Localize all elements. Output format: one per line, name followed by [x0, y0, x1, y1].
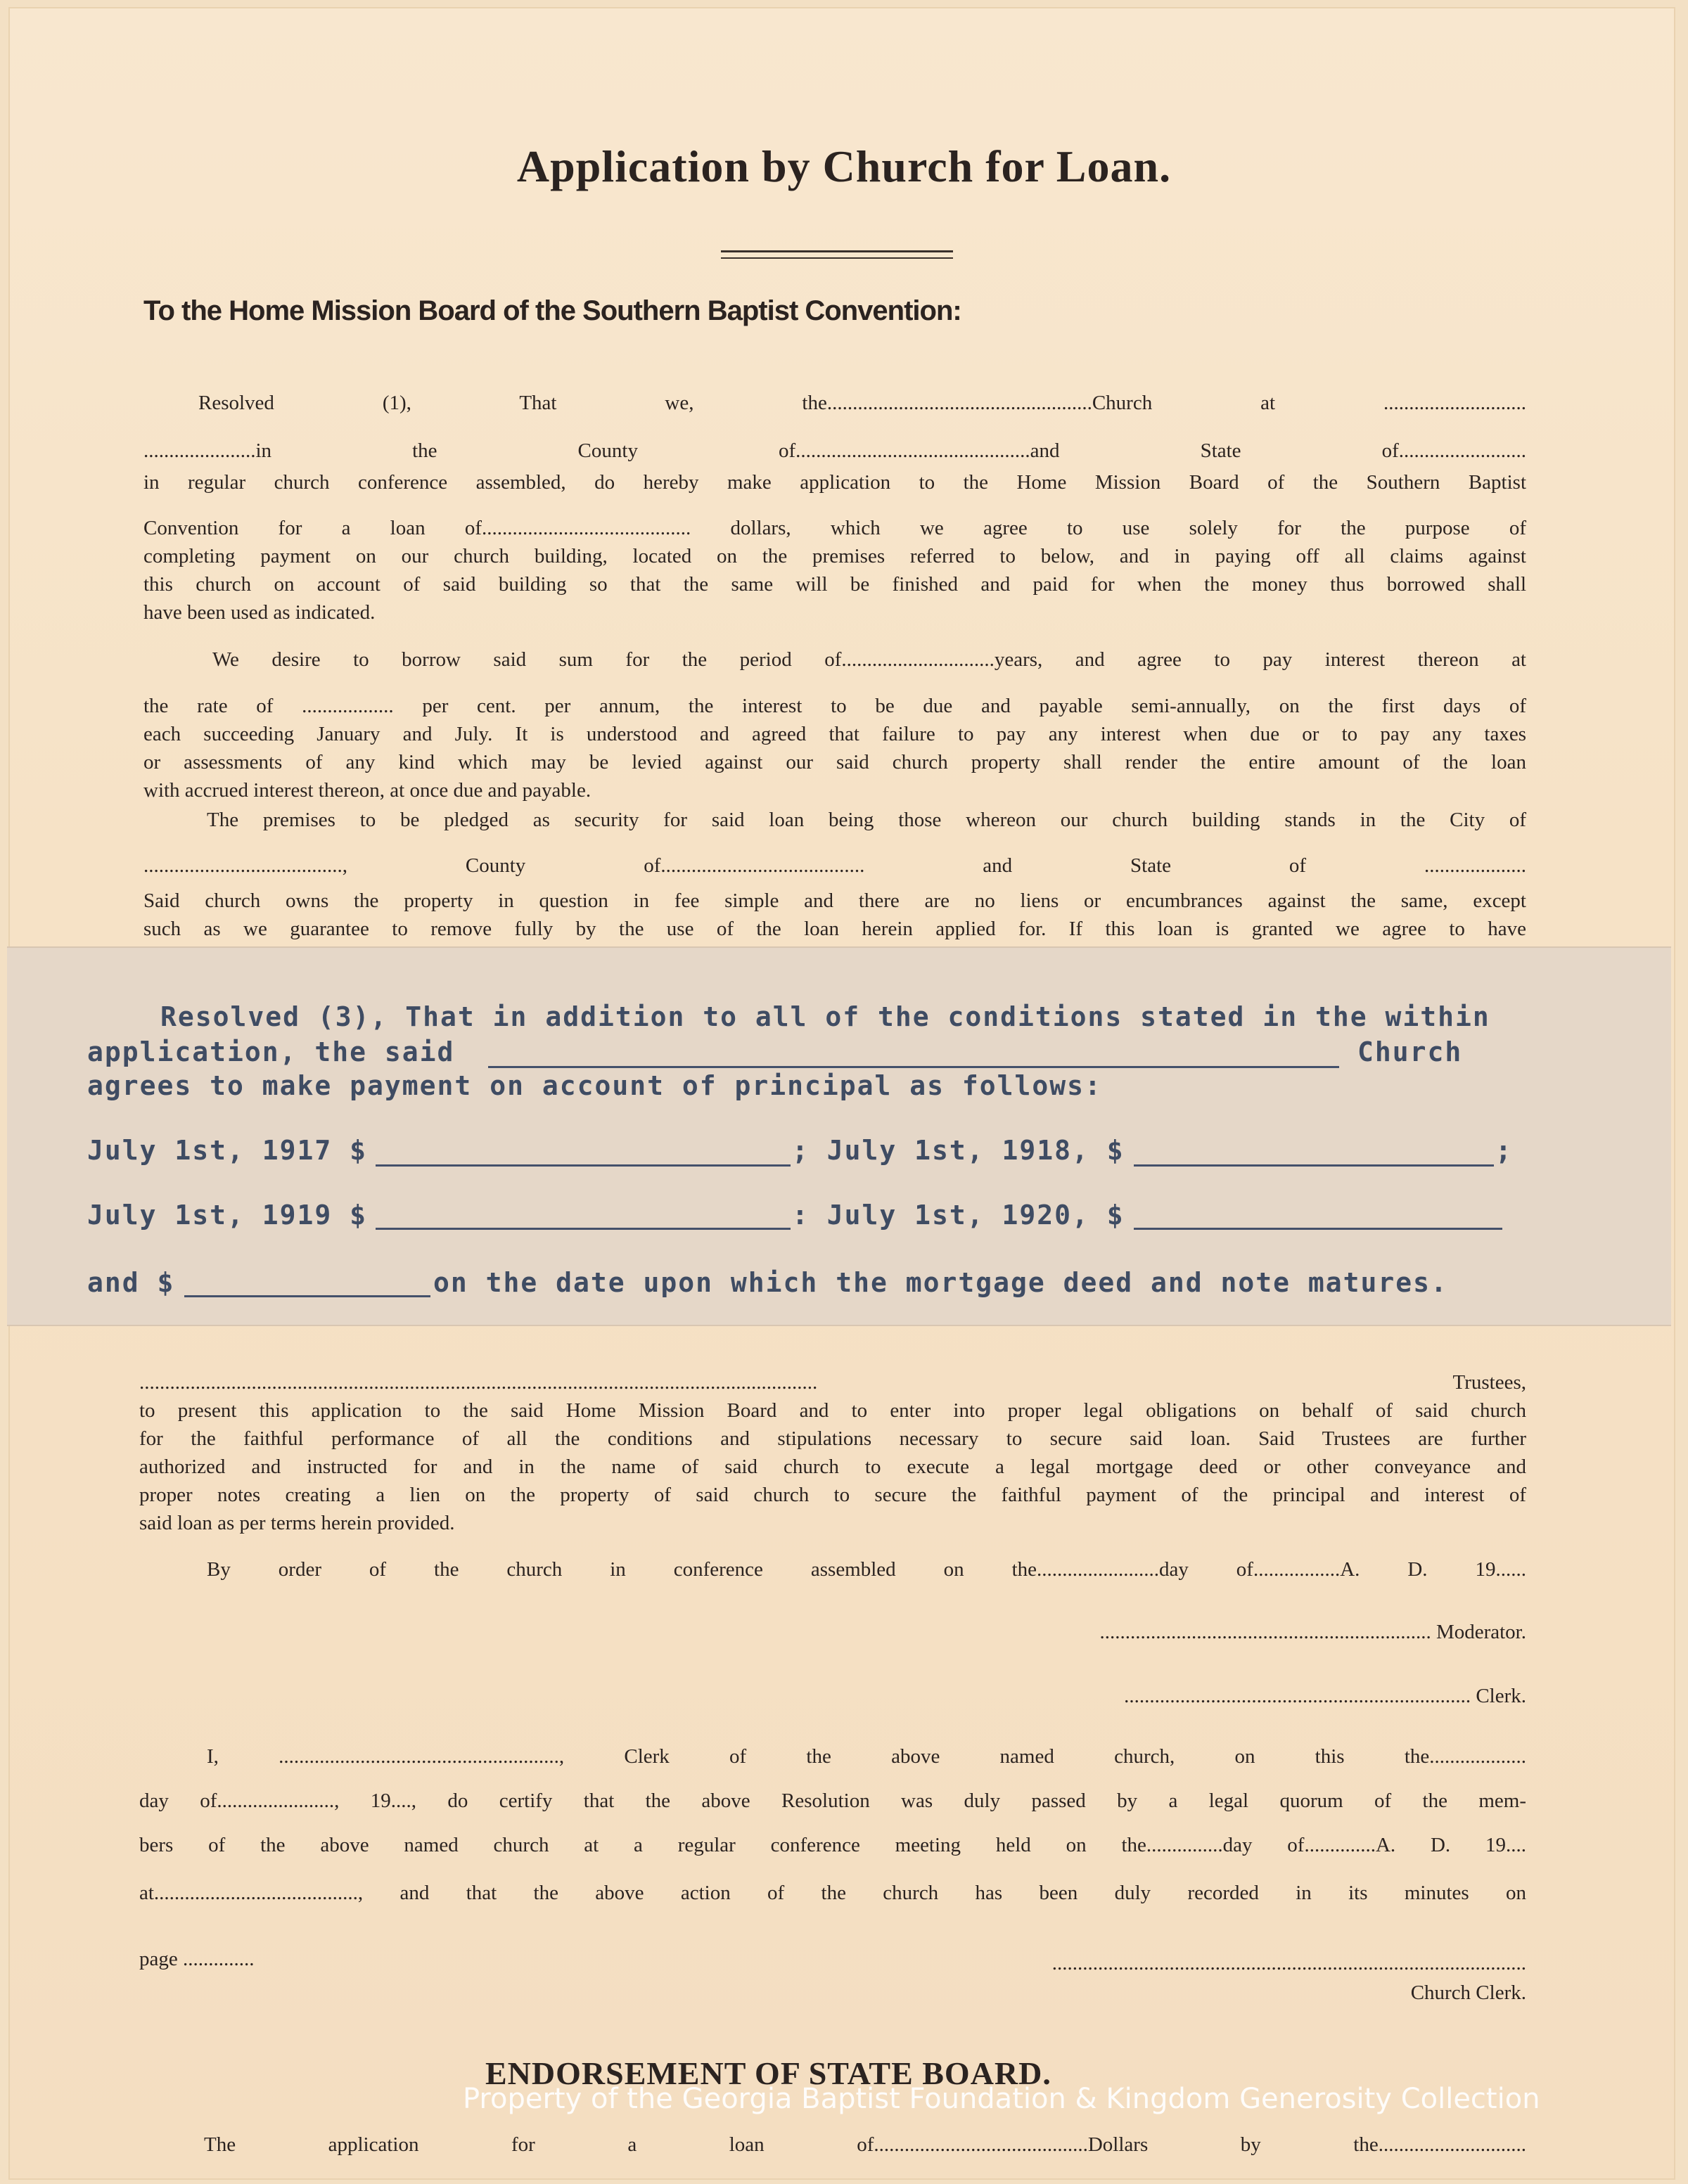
- form-line: for the faithful performance of all the conditions and stipulations necessary to secure said loan. Said Trustees are further: [139, 1427, 1526, 1450]
- form-line: Convention for a loan of......................................... dollars, which we agree to use solely for the purpose of: [143, 517, 1526, 539]
- order-line: By order of the church in conference assembled on the........................day of.................A. D. 19......: [207, 1558, 1526, 1581]
- form-line: to present this application to the said Home Mission Board and to enter into proper legal obligations on behalf of said church: [139, 1399, 1526, 1422]
- typed-resolution-line: application, the said: [87, 1036, 455, 1067]
- moderator-signature: ................................................................. Moderator.: [1099, 1621, 1526, 1643]
- amount-1917-blank[interactable]: [376, 1164, 791, 1167]
- form-line: Said church owns the property in question in fee simple and there are no liens or encumbrances against the same, except: [143, 889, 1526, 912]
- form-line: Resolved (1), That we, the....................................................Church at ............................: [198, 392, 1526, 414]
- payment-date-1918: ; July 1st, 1918, $: [792, 1135, 1125, 1166]
- form-line: proper notes creating a lien on the property of said church to secure the faithful payment of the principal and interest of: [139, 1484, 1526, 1506]
- certification-line: day of......................., 19...., do certify that the above Resolution was duly passed by a legal quorum of the mem-: [139, 1790, 1526, 1812]
- certification-line: I, ......................................................., Clerk of the above named church, on this the...................: [207, 1745, 1526, 1768]
- amount-1920-blank[interactable]: [1134, 1228, 1502, 1230]
- maturity-line: and $: [87, 1267, 175, 1298]
- form-line: The premises to be pledged as security for said loan being those whereon our church building stands in the City of: [207, 809, 1526, 831]
- payment-date-1919: July 1st, 1919 $: [87, 1200, 368, 1231]
- typed-resolution-line: agrees to make payment on account of principal as follows:: [87, 1070, 1102, 1101]
- title-rule: [721, 257, 953, 259]
- form-line: this church on account of said building so that the same will be finished and paid for when the money thus borrowed shall: [143, 573, 1526, 596]
- form-line: We desire to borrow said sum for the period of..............................years, and agree to pay interest thereon at: [212, 648, 1526, 671]
- maturity-amount-blank[interactable]: [184, 1295, 430, 1297]
- amount-1919-blank[interactable]: [376, 1228, 791, 1230]
- church-clerk-signature-line: .............................................................................................: [1051, 1952, 1526, 1974]
- collection-watermark: Property of the Georgia Baptist Foundation & Kingdom Generosity Collection: [463, 2083, 1540, 2115]
- title-rule: [721, 250, 953, 252]
- endorsement-line: The application for a loan of..........................................Dollars by the.............................: [204, 2133, 1526, 2156]
- form-line: completing payment on our church building, located on the premises referred to below, and in paying off all claims against: [143, 545, 1526, 567]
- form-line: or assessments of any kind which may be levied against our said church property shall render the entire amount of the loan: [143, 751, 1526, 773]
- form-line: such as we guarantee to remove fully by the use of the loan herein applied for. If this loan is granted we agree to have: [143, 918, 1526, 940]
- payment-date-1917: July 1st, 1917 $: [87, 1135, 368, 1166]
- church-clerk-label: Church Clerk.: [1410, 1981, 1526, 2004]
- form-line: the rate of .................. per cent. per annum, the interest to be due and payable semi-annually, on the first days of: [143, 695, 1526, 717]
- form-line: ..................................................................................................................................... Trustees,: [139, 1371, 1526, 1394]
- form-line: authorized and instructed for and in the name of said church to execute a legal mortgage deed or other conveyance and: [139, 1456, 1526, 1478]
- form-line: each succeeding January and July. It is understood and agreed that failure to pay any interest when due or to pay any taxes: [143, 723, 1526, 745]
- page-title: Application by Church for Loan.: [516, 141, 1172, 191]
- certification-line: at........................................, and that the above action of the church has been duly recorded in its minutes on: [139, 1882, 1526, 1904]
- typed-resolution-line: Resolved (3), That in addition to all of the conditions stated in the within: [160, 1001, 1490, 1032]
- addressee: To the Home Mission Board of the Southern Baptist Convention:: [143, 295, 961, 326]
- form-line: have been used as indicated.: [143, 601, 376, 624]
- page-number-field: page ..............: [139, 1948, 255, 1970]
- form-line: in regular church conference assembled, do hereby make application to the Home Mission Board of the Southern Baptist: [143, 471, 1526, 494]
- payment-date-1920: : July 1st, 1920, $: [792, 1200, 1125, 1231]
- certification-line: bers of the above named church at a regular conference meeting held on the...............day of..............A. D. 19....: [139, 1834, 1526, 1856]
- clerk-signature: .................................................................... Clerk.: [1124, 1685, 1526, 1707]
- amount-1918-blank[interactable]: [1134, 1164, 1494, 1167]
- maturity-line: on the date upon which the mortgage deed and note matures.: [433, 1267, 1448, 1298]
- typed-resolution-line: Church: [1357, 1036, 1463, 1067]
- endorsement-heading: ENDORSEMENT OF STATE BOARD.: [485, 2055, 1051, 2091]
- church-name-blank[interactable]: [488, 1066, 1339, 1068]
- form-line: with accrued interest thereon, at once due and payable.: [143, 779, 592, 802]
- payment-date-1918-end: ;: [1495, 1135, 1513, 1166]
- form-line: said loan as per terms herein provided.: [139, 1512, 455, 1534]
- form-line: ......................................., County of........................................ and State of ....................: [143, 854, 1526, 877]
- form-line: ......................in the County of..............................................and State of.........................: [143, 439, 1526, 462]
